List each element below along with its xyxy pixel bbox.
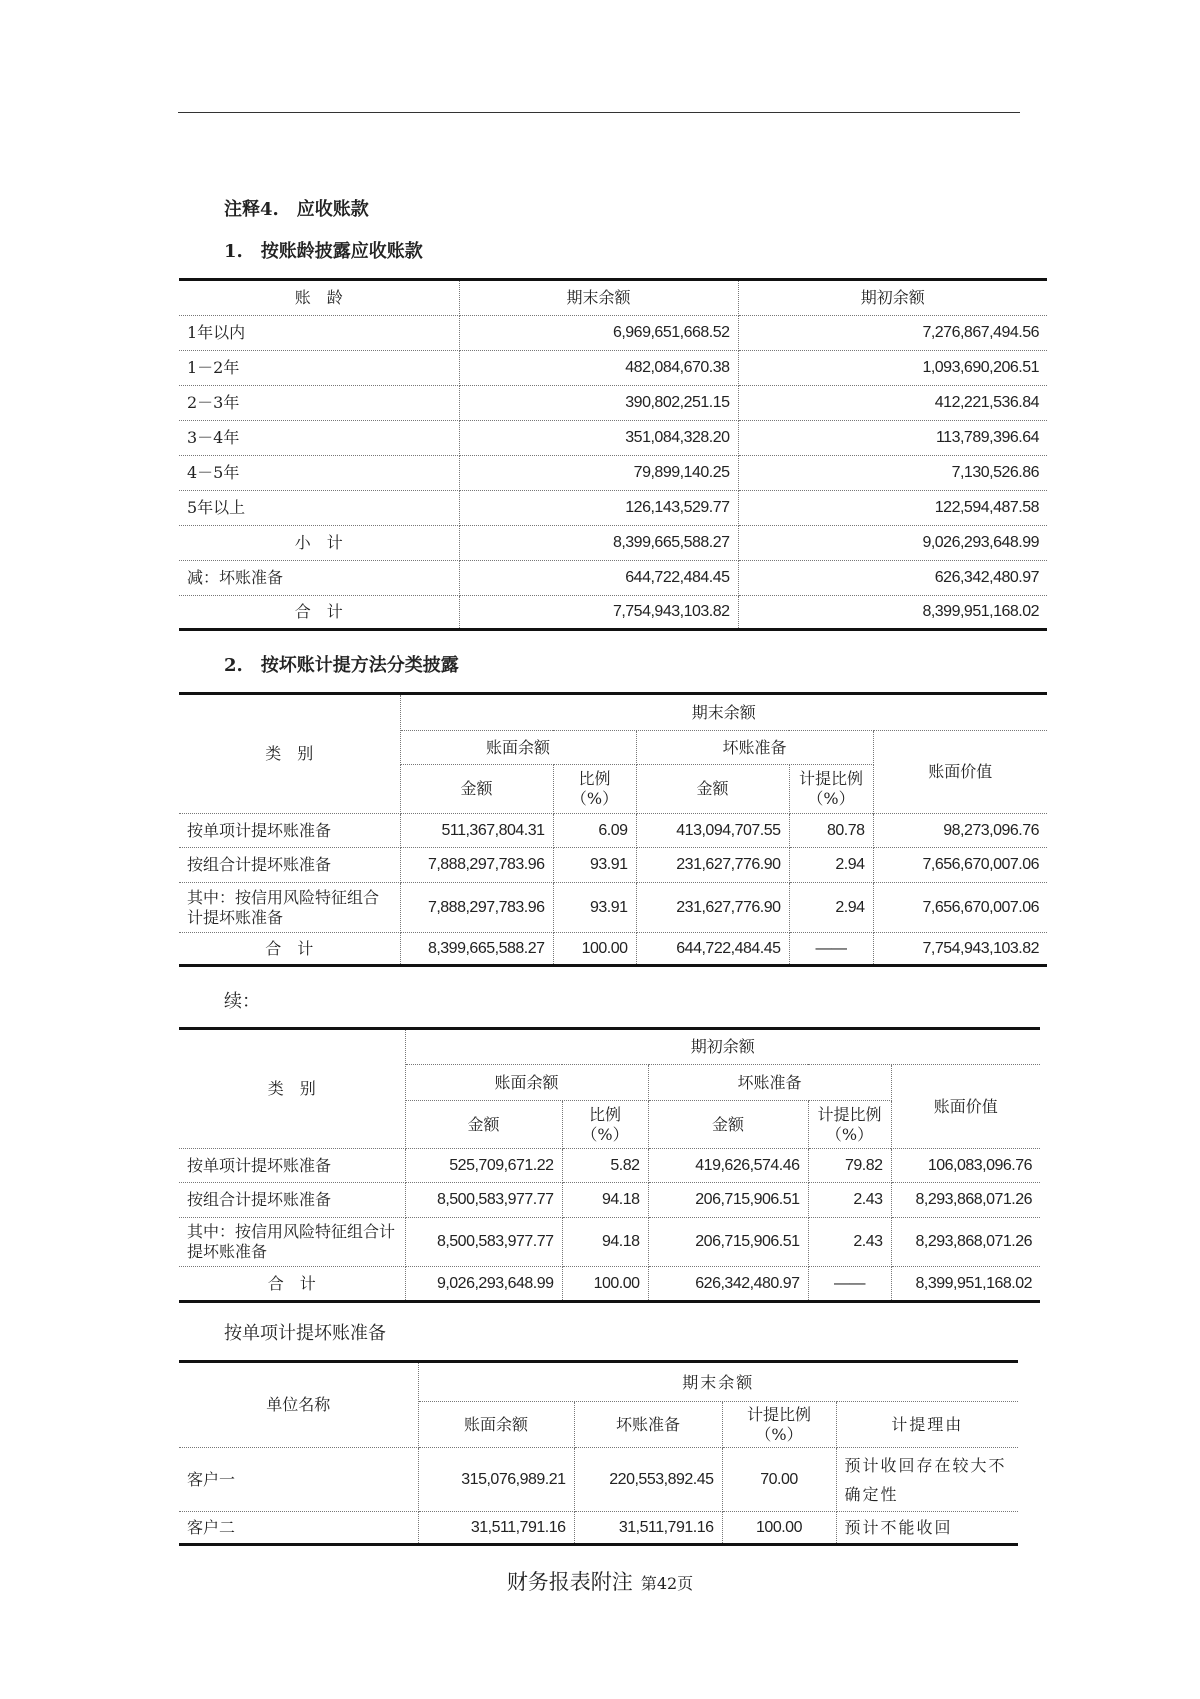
row-label: 按组合计提坏账准备: [179, 1183, 405, 1218]
table-header-row: [179, 280, 1047, 316]
cell-value: 94.18: [562, 1218, 648, 1267]
table-row: [179, 1512, 1018, 1545]
header-book-value: 账面价值: [873, 731, 1047, 814]
header-reason: 计提理由: [836, 1402, 1018, 1448]
cell-value: 7,888,297,783.96: [400, 883, 553, 933]
cell-value: 8,399,951,168.02: [738, 596, 1047, 630]
cell-value: 100.00: [562, 1267, 648, 1302]
header-begin-balance: 期初余额: [738, 280, 1047, 316]
cell-value: 8,500,583,977.77: [405, 1183, 562, 1218]
header-amount: 金额: [636, 765, 789, 814]
cell-value: 8,399,951,168.02: [891, 1267, 1040, 1302]
row-label: 其中：按信用风险特征组合计提坏账准备: [179, 883, 400, 933]
header-bad-debt: 坏账准备: [648, 1065, 891, 1101]
table-row: [179, 1448, 1018, 1512]
cell-value: 126,143,529.77: [459, 491, 738, 526]
header-period: 期初余额: [405, 1029, 1040, 1065]
cell-value: 预计收回存在较大不确定性: [836, 1448, 1018, 1512]
row-label: 1－2年: [179, 351, 459, 386]
table-row: [179, 1183, 1040, 1218]
cell-value: 7,888,297,783.96: [400, 848, 553, 883]
cell-value: 206,715,906.51: [648, 1183, 808, 1218]
row-label: 合 计: [179, 596, 459, 630]
cell-value: 79.82: [808, 1149, 891, 1183]
note-title: 注释4. 应收账款: [224, 199, 369, 220]
header-period: 期末余额: [400, 694, 1047, 731]
cell-value: 2.94: [789, 848, 873, 883]
header-provision-ratio: 计提比例（%）: [789, 765, 873, 814]
cell-value: 8,293,868,071.26: [891, 1218, 1040, 1267]
cell-value: 413,094,707.55: [636, 814, 789, 848]
cell-value: 7,656,670,007.06: [873, 848, 1047, 883]
cell-value: 31,511,791.16: [574, 1512, 722, 1545]
row-label: 1年以内: [179, 316, 459, 351]
cell-value: 31,511,791.16: [418, 1512, 574, 1545]
row-label: 按单项计提坏账准备: [179, 814, 400, 848]
table-row: [179, 1267, 1040, 1302]
table-row: [179, 351, 1047, 386]
row-label: 3－4年: [179, 421, 459, 456]
cell-value: 80.78: [789, 814, 873, 848]
header-book-balance: 账面余额: [405, 1065, 648, 1101]
individual-provision-table: [179, 1360, 1018, 1546]
cell-value: 122,594,487.58: [738, 491, 1047, 526]
cell-value: 113,789,396.64: [738, 421, 1047, 456]
cell-value: 93.91: [553, 883, 636, 933]
header-end-balance: 期末余额: [459, 280, 738, 316]
table-row: [179, 933, 1047, 966]
header-aging: 账 龄: [179, 280, 459, 316]
cell-value: 8,293,868,071.26: [891, 1183, 1040, 1218]
table-row: [179, 596, 1047, 630]
section2-title: 2. 按坏账计提方法分类披露: [224, 655, 459, 676]
table-row: [179, 1218, 1040, 1267]
continued-label: 续：: [224, 991, 260, 1012]
cell-value: 351,084,328.20: [459, 421, 738, 456]
cell-value: 315,076,989.21: [418, 1448, 574, 1512]
cell-value: 220,553,892.45: [574, 1448, 722, 1512]
header-amount: 金额: [400, 765, 553, 814]
cell-value: 2.94: [789, 883, 873, 933]
table-row: [179, 316, 1047, 351]
cell-value: 70.00: [722, 1448, 836, 1512]
header-category: 类 别: [179, 1029, 405, 1149]
table-row: [179, 814, 1047, 848]
cell-value: 7,656,670,007.06: [873, 883, 1047, 933]
header-period: 期末余额: [418, 1362, 1018, 1402]
cell-value: 93.91: [553, 848, 636, 883]
row-label: 2－3年: [179, 386, 459, 421]
header-provision-ratio: 计提比例（%）: [722, 1402, 836, 1448]
header-ratio: 比例（%）: [562, 1101, 648, 1149]
row-label: 合 计: [179, 933, 400, 966]
cell-value: 482,084,670.38: [459, 351, 738, 386]
header-rule: [178, 112, 1020, 113]
cell-value: 206,715,906.51: [648, 1218, 808, 1267]
cell-value: 9,026,293,648.99: [405, 1267, 562, 1302]
header-category: 类 别: [179, 694, 400, 814]
row-label: 小 计: [179, 526, 459, 561]
cell-value: 94.18: [562, 1183, 648, 1218]
row-label: 客户二: [179, 1512, 418, 1545]
cell-value: ——: [789, 933, 873, 966]
row-label: 5年以上: [179, 491, 459, 526]
cell-value: ——: [808, 1267, 891, 1302]
row-label: 按组合计提坏账准备: [179, 848, 400, 883]
cell-value: 2.43: [808, 1183, 891, 1218]
table-row: [179, 456, 1047, 491]
header-bad-debt: 坏账准备: [636, 731, 873, 765]
cell-value: 8,500,583,977.77: [405, 1218, 562, 1267]
cell-value: 7,754,943,103.82: [459, 596, 738, 630]
cell-value: 98,273,096.76: [873, 814, 1047, 848]
cell-value: 79,899,140.25: [459, 456, 738, 491]
row-label: 其中：按信用风险特征组合计提坏账准备: [179, 1218, 405, 1267]
cell-value: 511,367,804.31: [400, 814, 553, 848]
table-row: [179, 848, 1047, 883]
table-row: [179, 491, 1047, 526]
section1-title: 1. 按账龄披露应收账款: [224, 241, 423, 262]
header-amount: 金额: [405, 1101, 562, 1149]
cell-value: 626,342,480.97: [648, 1267, 808, 1302]
cell-value: 419,626,574.46: [648, 1149, 808, 1183]
page-footer: [0, 1566, 1200, 1596]
cell-value: 626,342,480.97: [738, 561, 1047, 596]
table-row: [179, 883, 1047, 933]
cell-value: 7,130,526.86: [738, 456, 1047, 491]
table-row: [179, 386, 1047, 421]
row-label: 减：坏账准备: [179, 561, 459, 596]
header-unit-name: 单位名称: [179, 1362, 418, 1448]
footer-title: 财务报表附注: [506, 1570, 633, 1594]
cell-value: 100.00: [553, 933, 636, 966]
cell-value: 预计不能收回: [836, 1512, 1018, 1545]
table-row: [179, 421, 1047, 456]
cell-value: 6.09: [553, 814, 636, 848]
row-label: 客户一: [179, 1448, 418, 1512]
cell-value: 1,093,690,206.51: [738, 351, 1047, 386]
cell-value: 9,026,293,648.99: [738, 526, 1047, 561]
header-amount: 金额: [648, 1101, 808, 1149]
header-bad-debt: 坏账准备: [574, 1402, 722, 1448]
row-label: 合 计: [179, 1267, 405, 1302]
row-label: 4－5年: [179, 456, 459, 491]
cell-value: 8,399,665,588.27: [400, 933, 553, 966]
cell-value: 390,802,251.15: [459, 386, 738, 421]
cell-value: 8,399,665,588.27: [459, 526, 738, 561]
header-book-balance: 账面余额: [418, 1402, 574, 1448]
header-ratio: 比例（%）: [553, 765, 636, 814]
table-row: [179, 526, 1047, 561]
section3-title: 按单项计提坏账准备: [224, 1323, 386, 1344]
table-row: [179, 561, 1047, 596]
row-label: 按单项计提坏账准备: [179, 1149, 405, 1183]
classification-table-begin: [179, 1027, 1040, 1303]
cell-value: 5.82: [562, 1149, 648, 1183]
cell-value: 231,627,776.90: [636, 848, 789, 883]
cell-value: 231,627,776.90: [636, 883, 789, 933]
cell-value: 644,722,484.45: [459, 561, 738, 596]
cell-value: 525,709,671.22: [405, 1149, 562, 1183]
header-provision-ratio: 计提比例（%）: [808, 1101, 891, 1149]
cell-value: 6,969,651,668.52: [459, 316, 738, 351]
classification-table-end: [179, 692, 1047, 967]
cell-value: 7,276,867,494.56: [738, 316, 1047, 351]
header-book-balance: 账面余额: [400, 731, 636, 765]
header-book-value: 账面价值: [891, 1065, 1040, 1149]
cell-value: 2.43: [808, 1218, 891, 1267]
cell-value: 412,221,536.84: [738, 386, 1047, 421]
aging-table: [179, 278, 1047, 631]
page-number: 第42页: [640, 1574, 694, 1593]
cell-value: 7,754,943,103.82: [873, 933, 1047, 966]
table-row: [179, 1149, 1040, 1183]
cell-value: 644,722,484.45: [636, 933, 789, 966]
cell-value: 100.00: [722, 1512, 836, 1545]
cell-value: 106,083,096.76: [891, 1149, 1040, 1183]
